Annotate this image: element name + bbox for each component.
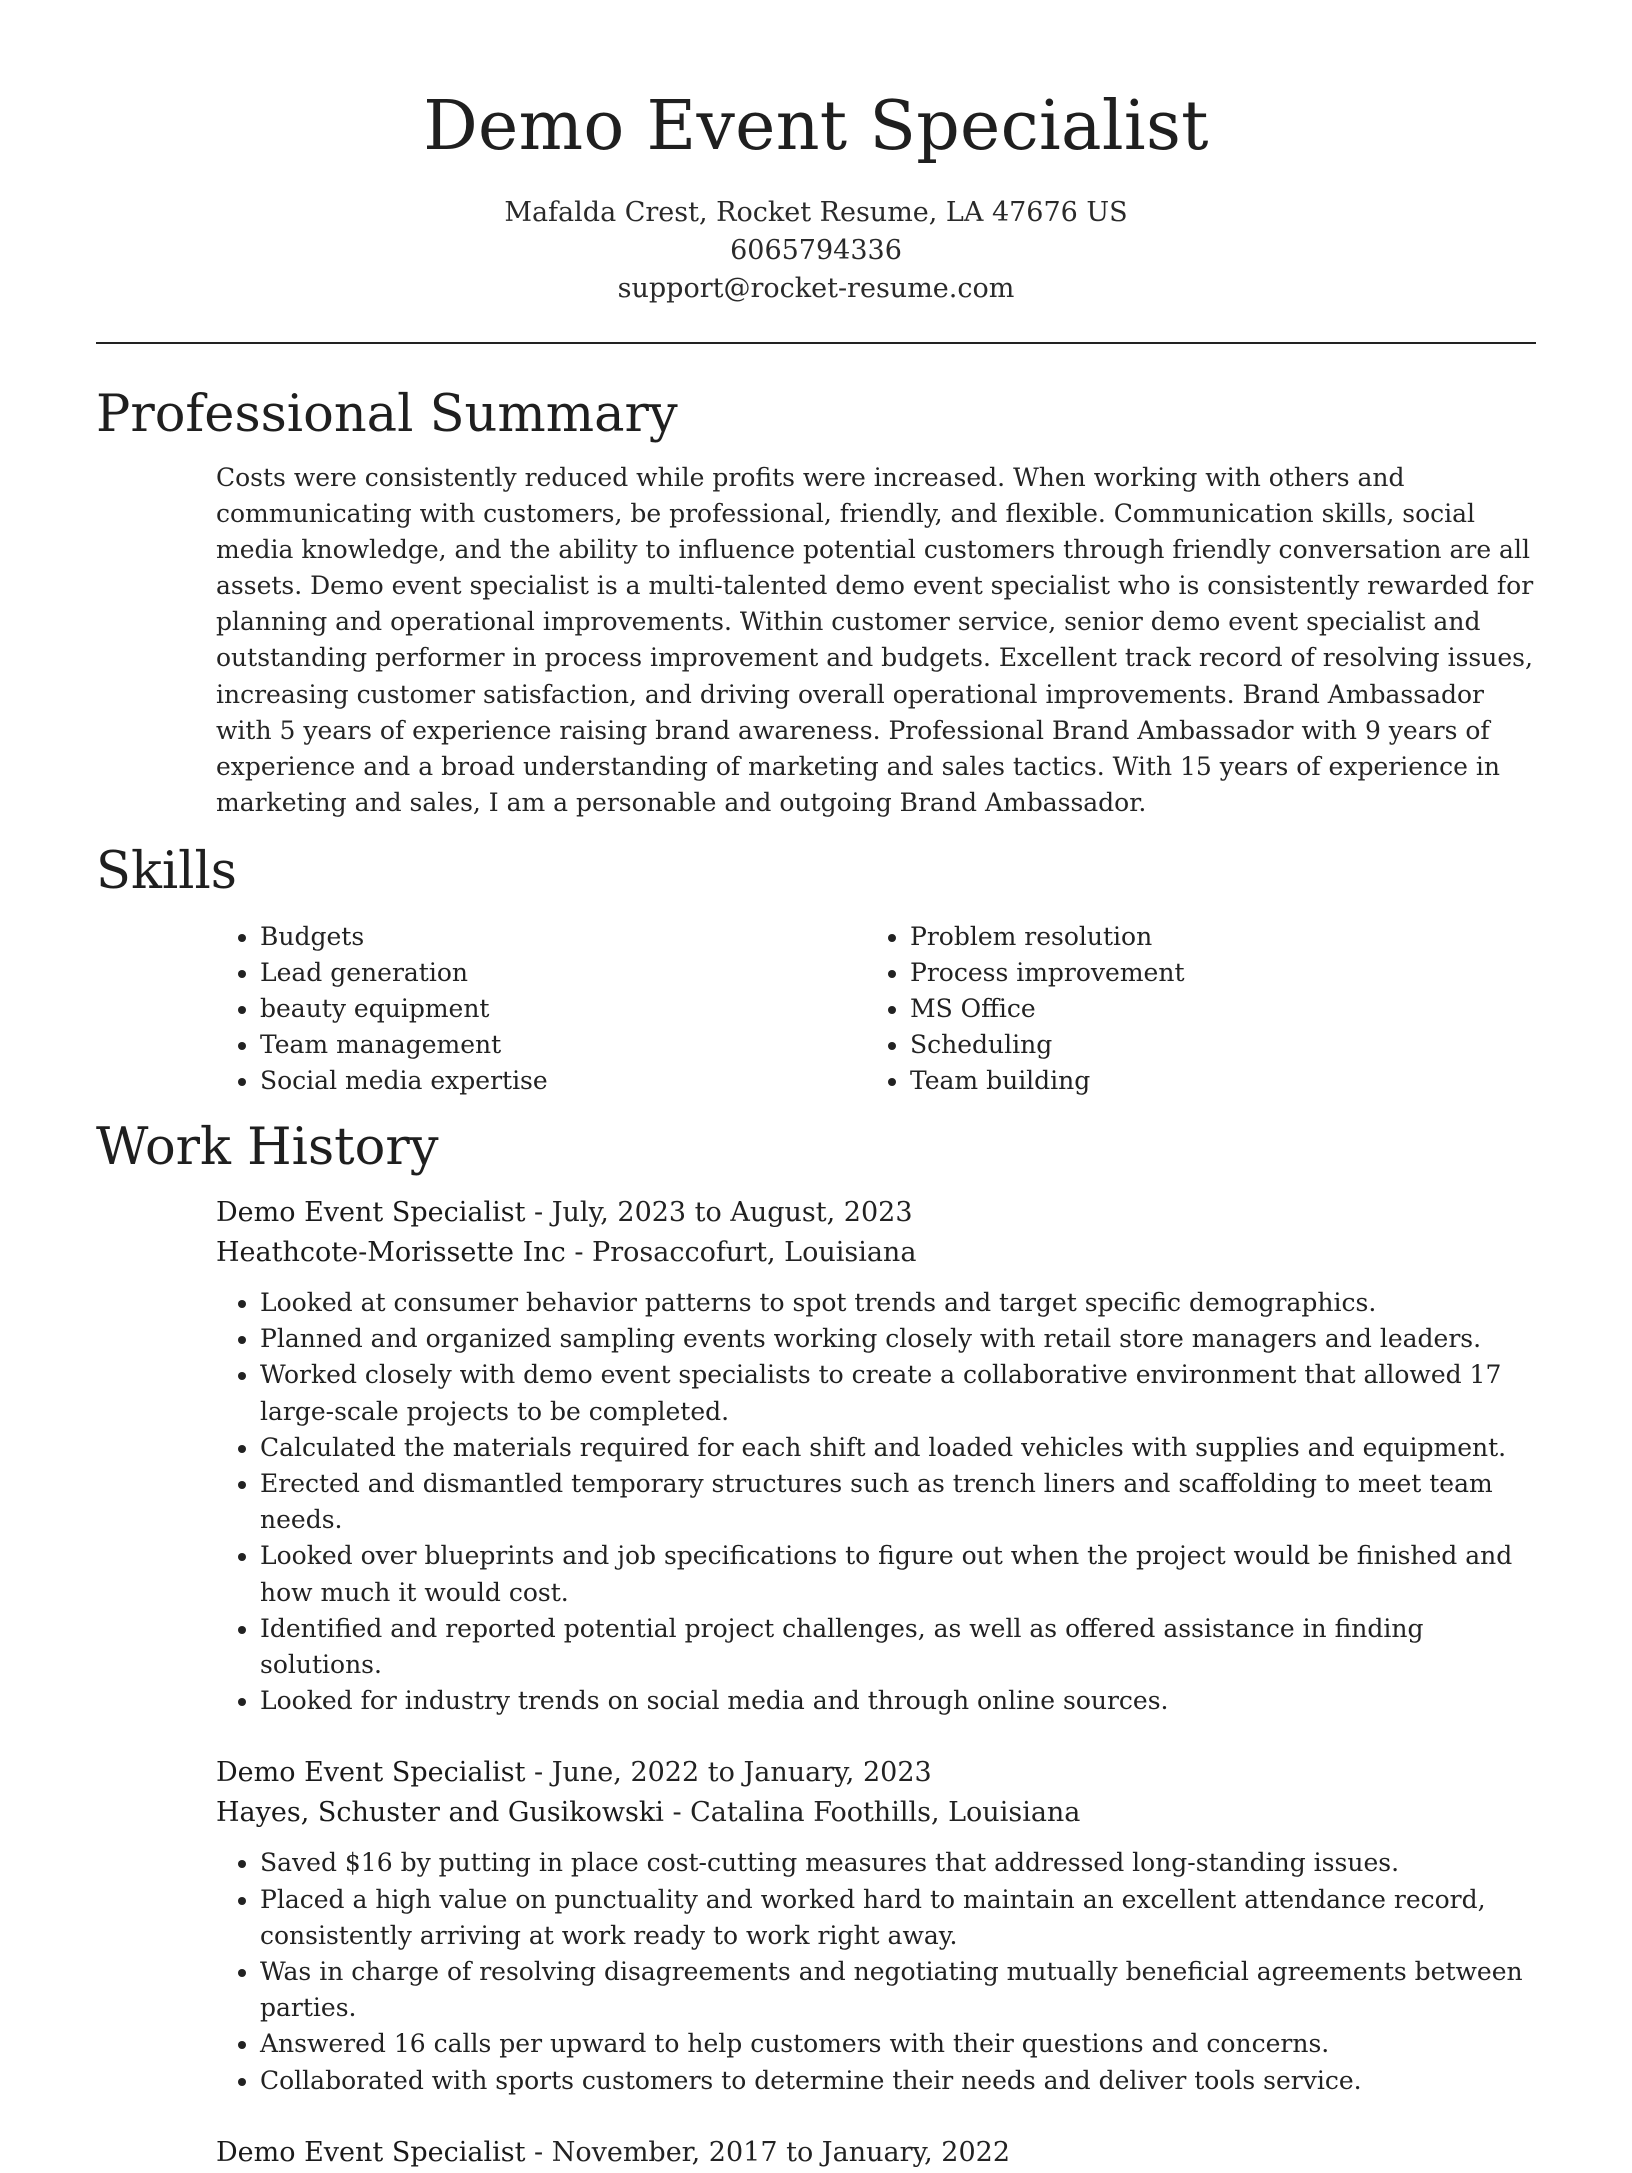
skill-item: • Team building bbox=[910, 1063, 1516, 1099]
contact-phone: 6065794336 bbox=[730, 235, 902, 266]
job-bullet: • Calculated the materials required for each shift and loaded vehicles with supplies and equipment. bbox=[260, 1430, 1536, 1466]
job-bullet: • Answered 16 calls per upward to help customers with their questions and concerns. bbox=[260, 2026, 1536, 2062]
skill-item: • Problem resolution bbox=[910, 919, 1516, 955]
skill-item: • Social media expertise bbox=[260, 1063, 866, 1099]
job-role: Demo Event Specialist bbox=[216, 2136, 526, 2168]
job-bullet: • Looked for industry trends on social media and through online sources. bbox=[260, 1683, 1536, 1719]
skill-item: • Process improvement bbox=[910, 955, 1516, 991]
job-bullet: • Was in charge of resolving disagreements and negotiating mutually beneficial agreements between parties. bbox=[260, 1954, 1536, 2026]
candidate-name: Demo Event Specialist bbox=[423, 87, 1209, 166]
work-history-list bbox=[96, 1193, 1536, 2173]
section-title-work-history: Work History bbox=[96, 1117, 439, 1177]
job-company: Heathcote-Morissette Inc bbox=[216, 1236, 566, 1268]
job-title-line bbox=[216, 1753, 1536, 1793]
job-dates: - July, 2023 to August, 2023 bbox=[525, 1196, 913, 1228]
contact-email: support@rocket-resume.com bbox=[617, 273, 1015, 304]
skill-item: • Budgets bbox=[260, 919, 866, 955]
resume-page bbox=[96, 0, 1536, 2173]
job-bullet: • Placed a high value on punctuality and worked hard to maintain an excellent attendance record, consistently arriving at work ready to work right away. bbox=[260, 1882, 1536, 1954]
skills-column-left bbox=[216, 919, 866, 1099]
skill-item: • beauty equipment bbox=[260, 991, 866, 1027]
section-title-summary: Professional Summary bbox=[96, 385, 678, 444]
skills-list bbox=[216, 919, 1536, 1099]
job-company: Hayes, Schuster and Gusikowski bbox=[216, 1797, 664, 1829]
job-bullet: • Looked at consumer behavior patterns to spot trends and target specific demographics. bbox=[260, 1285, 1536, 1321]
resume-header bbox=[96, 0, 1536, 308]
job-bullet: • Identified and reported potential project challenges, as well as offered assistance in finding solutions. bbox=[260, 1611, 1536, 1683]
section-title-skills: Skills bbox=[96, 841, 237, 901]
contact-info bbox=[96, 194, 1536, 308]
job-title-line bbox=[216, 1193, 1536, 1233]
header-divider bbox=[96, 342, 1536, 344]
job-role: Demo Event Specialist bbox=[216, 1196, 526, 1228]
job-dates: - November, 2017 to January, 2022 bbox=[525, 2136, 1011, 2168]
job-bullets bbox=[216, 1285, 1536, 1719]
skill-item: • Team management bbox=[260, 1027, 866, 1063]
skill-item: • MS Office bbox=[910, 991, 1516, 1027]
job-location: - Prosaccofurt, Louisiana bbox=[565, 1236, 917, 1268]
contact-address: Mafalda Crest, Rocket Resume, LA 47676 US bbox=[504, 197, 1128, 228]
job-company-line bbox=[216, 1233, 1536, 1273]
job-dates: - June, 2022 to January, 2023 bbox=[525, 1757, 932, 1789]
job-bullet: • Looked over blueprints and job specifications to figure out when the project would be finished and how much it would cost. bbox=[260, 1538, 1536, 1610]
skills-column-right bbox=[866, 919, 1516, 1099]
job-location: - Catalina Foothills, Louisiana bbox=[663, 1797, 1081, 1829]
summary-text: Costs were consistently reduced while profits were increased. When working with others and communicating with customers, be professional, friendly, and flexible. Communication skills, social media knowledge, and the ability to influence potential customers through friendly conversation are all assets. Demo event specialist is a multi-talented demo event specialist who is consistently rewarded for planning and operational improvements. Within customer service, senior demo event specialist and outstanding performer in process improvement and budgets. Excellent track record of resolving issues, increasing customer satisfaction, and driving overall operational improvements. Brand Ambassador with 5 years of experience raising brand awareness. Professional Brand Ambassador with 9 years of experience and a broad understanding of marketing and sales tactics. With 15 years of experience in marketing and sales, I am a personable and outgoing Brand Ambassador. bbox=[216, 463, 1534, 817]
job-bullet: • Erected and dismantled temporary structures such as trench liners and scaffolding to meet team needs. bbox=[260, 1466, 1536, 1538]
skill-item: • Lead generation bbox=[260, 955, 866, 991]
job-title-line bbox=[216, 2133, 1536, 2173]
job-bullet: • Collaborated with sports customers to determine their needs and deliver tools service. bbox=[260, 2063, 1536, 2099]
job-entry bbox=[216, 2133, 1536, 2173]
job-entry bbox=[216, 1193, 1536, 1719]
job-bullets bbox=[216, 1845, 1536, 2098]
job-role: Demo Event Specialist bbox=[216, 1757, 526, 1789]
job-bullet: • Planned and organized sampling events working closely with retail store managers and leaders. bbox=[260, 1321, 1536, 1357]
skill-item: • Scheduling bbox=[910, 1027, 1516, 1063]
job-bullet: • Worked closely with demo event specialists to create a collaborative environment that allowed 17 large-scale projects to be completed. bbox=[260, 1357, 1536, 1429]
job-company-line bbox=[216, 1793, 1536, 1833]
job-bullet: • Saved $16 by putting in place cost-cutting measures that addressed long-standing issues. bbox=[260, 1845, 1536, 1881]
job-entry bbox=[216, 1753, 1536, 2098]
